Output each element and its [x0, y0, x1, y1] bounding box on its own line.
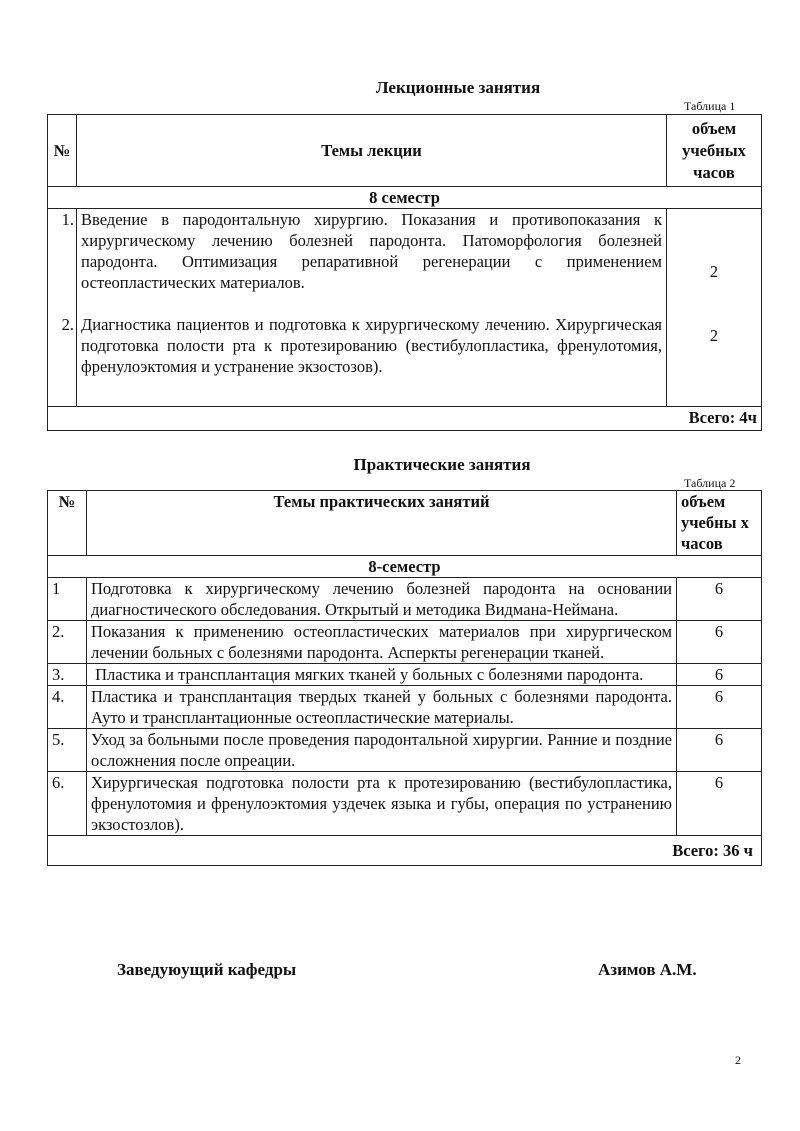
- department-head-label: Заведуюущий кафедры: [117, 960, 297, 979]
- header-topic: Темы лекции: [77, 115, 667, 187]
- header-num: №: [48, 491, 87, 556]
- lectures-total: Всего: 4ч: [48, 407, 762, 431]
- table-row: [48, 729, 762, 772]
- row-num: 2.: [48, 621, 87, 664]
- lecture-hours-cell: [667, 209, 762, 407]
- table-row: [48, 772, 762, 836]
- table-2-label: Таблица 2: [684, 476, 736, 490]
- header-topic: Темы практических занятий: [87, 491, 677, 556]
- lecture-num-cell: [48, 209, 77, 407]
- row-hours: 6: [677, 664, 762, 686]
- practicals-title: Практические занятия: [353, 455, 531, 474]
- practicals-table: [47, 490, 762, 866]
- row-topic: Хирургическая подготовка полости рта к протезированию (вестибулопластика, френулотомия и френулоэктомия уздечек языка и губы, операция по устранению экзостозлов).: [87, 772, 677, 836]
- lecture-num: 1.: [61, 210, 74, 229]
- header-num: №: [48, 115, 77, 187]
- semester-row: 8 семестр: [48, 187, 762, 209]
- row-num: 5.: [48, 729, 87, 772]
- row-hours: 6: [677, 772, 762, 836]
- lecture-topic: Диагностика пациентов и подготовка к хирургическому лечению. Хирургическая подготовка полости рта к протезированию (вестибулопластика, френулотомия, френулоэктомия и устранение экзостозов).: [81, 315, 662, 376]
- table-row: [48, 578, 762, 621]
- lecture-topic-cell: [77, 209, 667, 407]
- table-row: [48, 621, 762, 664]
- row-hours: 6: [677, 686, 762, 729]
- row-num: 1: [48, 578, 87, 621]
- table-row: [48, 686, 762, 729]
- lecture-hours: 2: [709, 262, 719, 281]
- lectures-table: [47, 114, 762, 431]
- lecture-topic: Введение в пародонтальную хирургию. Показания и противопоказания к хирургическому лечению болезней пародонта. Патоморфология болезней пародонта. Оптимизация репаративной регенерации с применением остеопластических материалов.: [81, 210, 662, 292]
- header-hours: объем учебны х часов: [677, 491, 762, 556]
- lecture-num: 2.: [61, 315, 74, 334]
- row-topic: Подготовка к хирургическому лечению болезней пародонта на основании диагностического обследования. Открытый и методика Видмана-Неймана.: [87, 578, 677, 621]
- row-num: 3.: [48, 664, 87, 686]
- row-topic: Уход за больными после проведения пародонтальной хирургии. Ранние и поздние осложнения после опреации.: [87, 729, 677, 772]
- lectures-title: Лекционные занятия: [375, 78, 541, 97]
- semester-row: 8-семестр: [48, 556, 762, 578]
- practicals-total: Всего: 36 ч: [48, 836, 762, 866]
- table-1-label: Таблица 1: [684, 99, 736, 113]
- table-row: [48, 664, 762, 686]
- row-topic: Пластика и трансплантация твердых тканей у больных с болезнями пародонта. Ауто и трансплантационные остеопластические материалы.: [87, 686, 677, 729]
- row-num: 4.: [48, 686, 87, 729]
- header-hours: объем учебных часов: [667, 115, 762, 187]
- department-head-name: Азимов А.М.: [598, 960, 697, 979]
- row-hours: 6: [677, 621, 762, 664]
- row-num: 6.: [48, 772, 87, 836]
- row-hours: 6: [677, 578, 762, 621]
- row-topic: Показания к применению остеопластических материалов при хирургическом лечении больных с болезнями пародонта. Асперкты регенерации тканей.: [87, 621, 677, 664]
- lecture-hours: 2: [709, 326, 719, 345]
- row-hours: 6: [677, 729, 762, 772]
- page-number: 2: [735, 1053, 741, 1067]
- row-topic: Пластика и трансплантация мягких тканей у больных с болезнями пародонта.: [87, 664, 677, 686]
